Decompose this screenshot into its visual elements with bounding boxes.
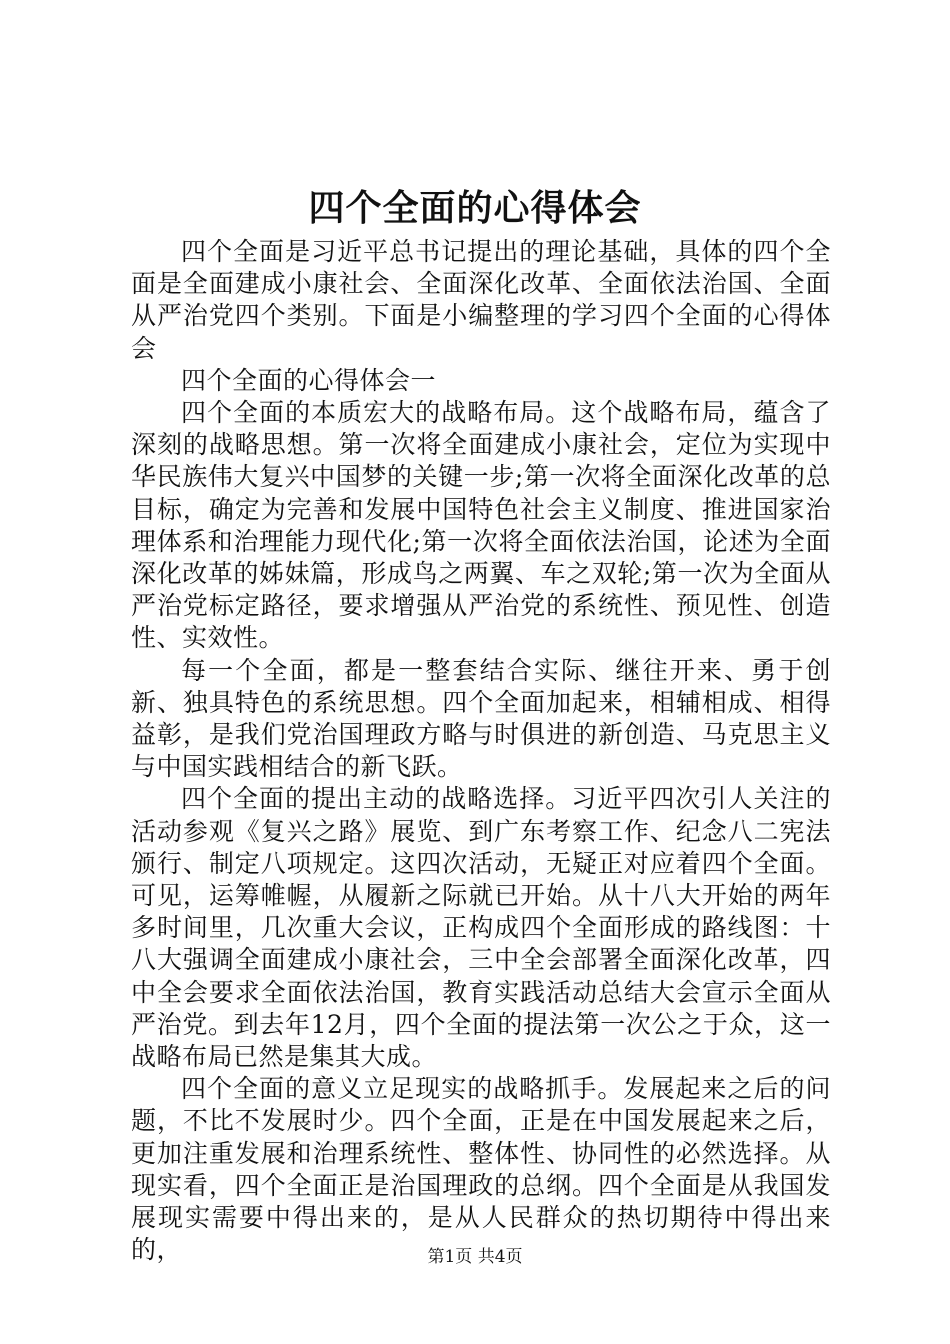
paragraph-proposal: 四个全面的提出主动的战略选择。习近平四次引人关注的活动参观《复兴之路》展览、到广东考察工作、纪念八二宪法颁行、制定八项规定。这四次活动，无疑正对应着四个全面。可见，运筹帷幄，从履新之际就已开始。从十八大开始的两年多时间里，几次重大会议，正构成四个全面形成的路线图：十八大强调全面建成小康社会，三中全会部署全面深化改革，四中全会要求全面依法治国，教育实践活动总结大会宣示全面从严治党。到去年12月，四个全面的提法第一次公之于众，这一战略布局已然是集其大成。	[131, 784, 831, 1072]
section-heading: 四个全面的心得体会一	[181, 365, 437, 395]
document-body	[131, 236, 831, 1267]
paragraph-each-aspect: 每一个全面，都是一整套结合实际、继往开来、勇于创新、独具特色的系统思想。四个全面加起来，相辅相成、相得益彰，是我们党治国理政方略与时俱进的新创造、马克思主义与中国实践相结合的新飞跃。	[131, 655, 831, 782]
paragraph-intro: 四个全面是习近平总书记提出的理论基础，具体的四个全面是全面建成小康社会、全面深化改革、全面依法治国、全面从严治党四个类别。下面是小编整理的学习四个全面的心得体会	[131, 237, 831, 363]
paragraph-significance: 四个全面的意义立足现实的战略抓手。发展起来之后的问题，不比不发展时少。四个全面，正是在中国发展起来之后，更加注重发展和治理系统性、整体性、协同性的必然选择。从现实看，四个全面正是治国理政的总纲。四个全面是从我国发展现实需要中得出来的，是从人民群众的热切期待中得出来的，	[131, 1074, 831, 1265]
paragraph-essence: 四个全面的本质宏大的战略布局。这个战略布局，蕴含了深刻的战略思想。第一次将全面建成小康社会，定位为实现中华民族伟大复兴中国梦的关键一步;第一次将全面深化改革的总目标，确定为完善和发展中国特色社会主义制度、推进国家治理体系和治理能力现代化;第一次将全面依法治国，论述为全面深化改革的姊妹篇，形成鸟之两翼、车之双轮;第一次为全面从严治党标定路径，要求增强从严治党的系统性、预见性、创造性、实效性。	[131, 398, 831, 653]
document-title: 四个全面的心得体会	[308, 187, 642, 229]
page-footer: 第1页 共4页	[427, 1247, 523, 1267]
